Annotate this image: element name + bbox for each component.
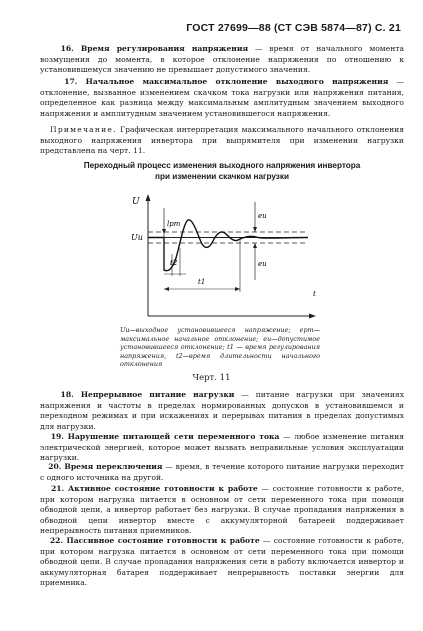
page-header: ГОСТ 27699—88 (СТ СЭВ 5874—87) С. 21: [186, 22, 401, 34]
uu-label: Uu: [131, 233, 143, 242]
term-18: 18. Непрерывное питание нагрузки: [60, 390, 235, 399]
figure-title-line-1: Переходный процесс изменения выходного напряжения инвертора: [83, 161, 361, 170]
eu-label-top: eu: [258, 212, 267, 220]
paragraph-21: [40, 484, 404, 537]
eu-arrow-bottom: [253, 243, 257, 248]
paragraph-18: [40, 390, 404, 432]
t1-arrow-right: [235, 287, 240, 291]
axis-u-label: U: [132, 197, 140, 207]
term-20: 20. Время переключения: [48, 462, 163, 471]
figure-title: [40, 160, 404, 182]
paragraph-17: [40, 77, 404, 119]
definition-18: — питание нагрузки при значениях напряжения и частоты в пределах нормированных допусков в установившемся и переходном режимах и при искажениях и перерывах питания в пределах допустимых для нагрузки.: [40, 390, 405, 431]
definition-20: — время, в течение которого питание нагрузки переходит с одного источника на другой.: [40, 462, 404, 482]
term-16: 16. Время регулирования напряжения: [60, 44, 249, 53]
definition-21: — состояние готовности к работе, при котором нагрузка питается в основном от сети переменного тока при помощи обводной цепи, а инвертор работает без нагрузки. В случае пропадания напряжения в обводной цепи инвертор вместе с аккумуляторной батареей поддерживает непрерывность питания приемников.: [40, 484, 404, 536]
figure-caption: Черт. 11: [192, 373, 231, 383]
figure-title-line-2: при изменении скачком нагрузки: [155, 172, 289, 181]
note-paragraph: [40, 125, 404, 157]
paragraph-20: [40, 462, 404, 483]
paragraph-19: [40, 432, 404, 464]
axis-t-label: t: [313, 290, 316, 298]
definition-22: — состояние готовности к работе, при котором нагрузка питается в основном от сети переменного тока при помощи обводной цепи. В случае пропадания напряжения сети в работу включается инвертор и аккумуляторная батарея поддерживает непрерывность поставки энергии для приемника.: [40, 536, 404, 588]
u-axis-arrow: [146, 194, 151, 201]
term-22: 22. Пассивное состояние готовности к работе: [49, 536, 260, 545]
figure-legend: Uu—выходное установившееся напряжение; epm— максимальное начальное отклонение; eu—допустимое установившееся отклонение; t1 — время регулирования напряжения, t2—время длительности начального отклонения: [120, 326, 320, 369]
eu-arrow-top: [253, 227, 257, 232]
term-21: 21. Активное состояние готовности к работе: [50, 484, 258, 493]
paragraph-22: [40, 536, 404, 589]
t1-label: t1: [198, 278, 206, 286]
definition-16: — время от начального момента возмущения до момента, в которое отклонение напряжения по отношению к установившемуся значению не превышает допустимого значения.: [40, 44, 404, 75]
paragraph-16: [40, 44, 404, 76]
transient-process-figure: [0, 188, 423, 328]
epm-arrow-top: [162, 229, 166, 234]
note-label: Примечание.: [50, 125, 117, 134]
term-19: 19. Нарушение питающей сети переменного тока: [50, 432, 280, 441]
note-text: Графическая интерпретация максимального начального отклонения выходного напряжения инвертора при выпрямителя при изменении нагрузки представлена на черт. 11.: [40, 125, 404, 156]
eu-label-bottom: eu: [258, 260, 267, 268]
t1-arrow-left: [164, 287, 169, 291]
t-axis-arrow: [309, 314, 316, 319]
t2-label: t2: [170, 259, 178, 267]
epm-label: lpm: [167, 220, 181, 228]
definition-19: — любое изменение питания электрической энергией, которое может вызвать неправильные условия эксплуатации нагрузки.: [40, 432, 404, 463]
term-17: 17. Начальное максимальное отклонение выходного напряжения: [64, 77, 389, 86]
definition-17: — отклонение, вызванное изменением скачком тока нагрузки или напряжения питания, определенное как разница между максимальным амплитудным значением выходного напряжения и амплитудным значением установившегося напряжения.: [40, 77, 404, 118]
